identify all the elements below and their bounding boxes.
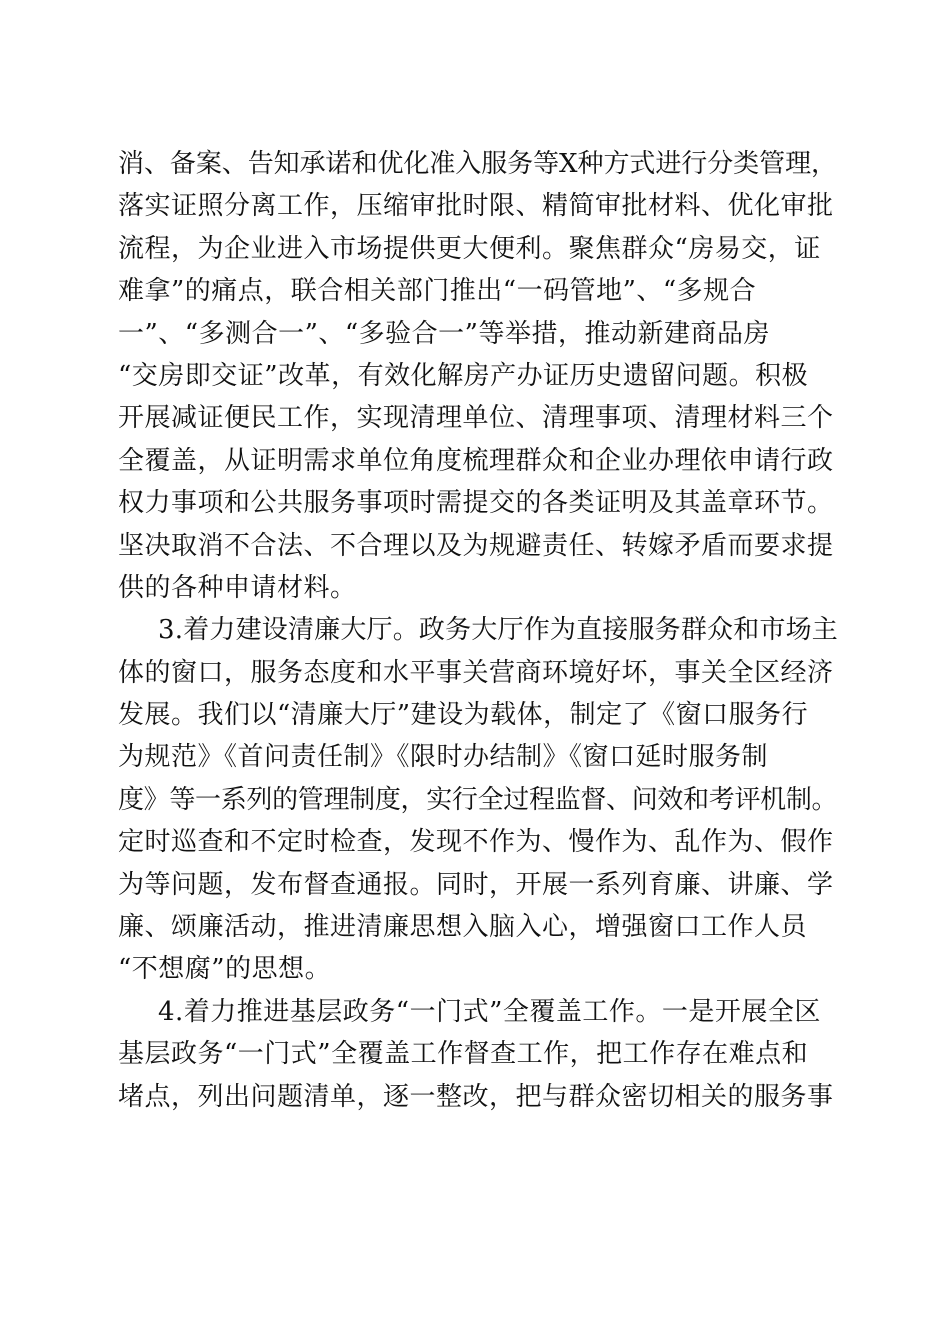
text-line: 度》等一系列的管理制度，实行全过程监督、问效和考评机制。	[118, 784, 838, 815]
text-line: 为规范》《首问责任制》《限时办结制》《窗口延时服务制	[118, 742, 769, 773]
paragraph-4-first-line: 4.着力推进基层政务“一门式”全覆盖工作。一是开展全区	[158, 996, 821, 1027]
text-line: 难拿”的痛点，联合相关部门推出“一码管地”、“多规合	[118, 276, 757, 307]
body-text	[118, 143, 838, 1118]
text-line: 消、备案、告知承诺和优化准入服务等X种方式进行分类管理，	[118, 149, 837, 179]
text-line: 流程，为企业进入市场提供更大便利。聚焦群众“房易交，证	[118, 233, 821, 264]
text-line: 发展。我们以“清廉大厅”建设为载体，制定了《窗口服务行	[118, 700, 809, 731]
text-line: 权力事项和公共服务事项时需提交的各类证明及其盖章环节。	[118, 488, 834, 519]
text-line: “不想腐”的思想。	[118, 954, 332, 985]
text-line: 定时巡查和不定时检查，发现不作为、慢作为、乱作为、假作	[118, 827, 834, 858]
text-line: 坚决取消不合法、不合理以及为规避责任、转嫁矛盾而要求提	[118, 530, 834, 561]
text-line: 供的各种申请材料。	[118, 572, 357, 603]
text-line: 体的窗口，服务态度和水平事关营商环境好坏，事关全区经济	[118, 657, 834, 688]
text-line: “交房即交证”改革，有效化解房产办证历史遗留问题。积极	[118, 360, 809, 391]
text-line: 廉、颂廉活动，推进清廉思想入脑入心，增强窗口工作人员	[118, 912, 808, 943]
text-line: 堵点，列出问题清单，逐一整改，把与群众密切相关的服务事	[118, 1081, 834, 1112]
text-line: 落实证照分离工作，压缩审批时限、精简审批材料、优化审批	[118, 191, 834, 222]
text-line: 基层政务“一门式”全覆盖工作督查工作，把工作存在难点和	[118, 1039, 809, 1070]
text-line: 全覆盖，从证明需求单位角度梳理群众和企业办理依申请行政	[118, 445, 834, 476]
text-line: 开展减证便民工作，实现清理单位、清理事项、清理材料三个	[118, 403, 834, 434]
text-line: 为等问题，发布督查通报。同时，开展一系列育廉、讲廉、学	[118, 869, 834, 900]
paragraph-3-first-line: 3.着力建设清廉大厅。政务大厅作为直接服务群众和市场主	[158, 615, 838, 646]
text-line: 一”、“多测合一”、“多验合一”等举措，推动新建商品房	[118, 318, 770, 349]
